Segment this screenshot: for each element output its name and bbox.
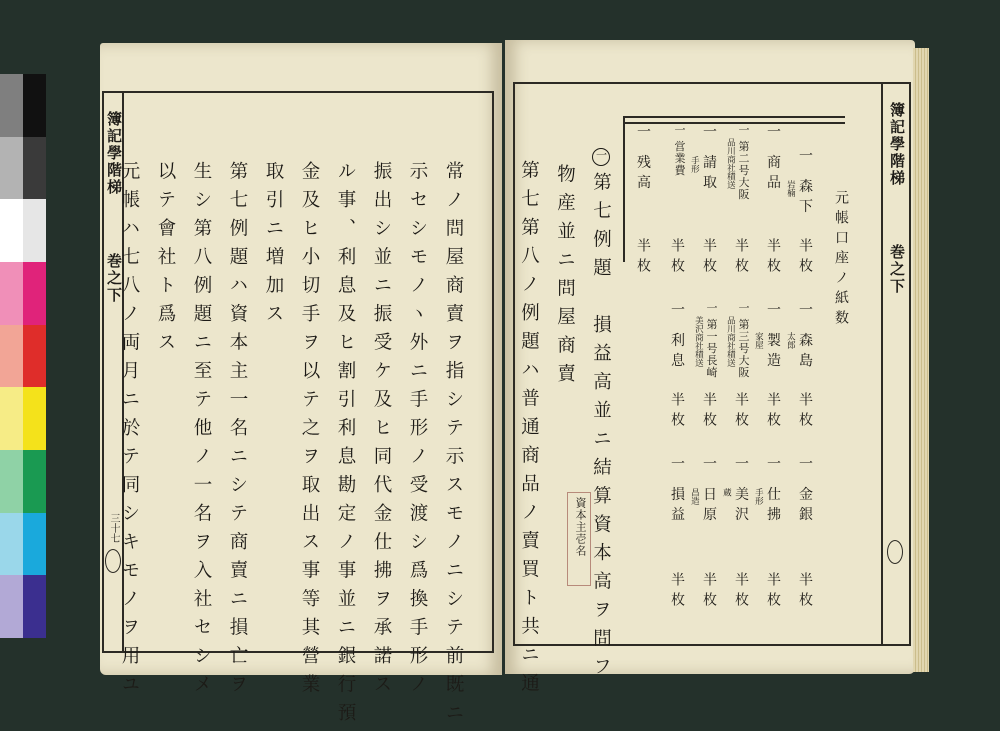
table-qty: 半枚 (797, 572, 813, 612)
table-cell: 一 損益 (669, 456, 685, 527)
text-column: 以テ會社ト爲ス (155, 161, 176, 361)
color-swatch-cell (0, 74, 23, 137)
text-column: 常ノ問屋商賣ヲ指シテ示スモノニシテ前既ニ (443, 161, 464, 731)
table-cell: 一 商品 (765, 124, 781, 195)
stamp-text: 資本主壱名 (574, 497, 587, 557)
table-cell-sub: 品川商社積送 (725, 316, 736, 367)
table-qty: 半枚 (765, 238, 781, 278)
table-cell-sub: 昌造 (689, 488, 700, 505)
table-qty: 半枚 (701, 572, 717, 612)
table-cell-sub: 岩楠 (785, 180, 796, 197)
table-qty: 半枚 (635, 238, 651, 278)
right-margin-strip (883, 82, 911, 646)
table-qty: 半枚 (701, 238, 717, 278)
color-swatch (0, 74, 46, 137)
table-qty: 半枚 (669, 392, 685, 432)
text-column: ル事、利息及ヒ割引利息勘定ノ事並ニ銀行預 (335, 161, 356, 731)
color-swatch (0, 513, 46, 576)
color-swatch (0, 137, 46, 200)
color-swatch (0, 199, 46, 262)
table-cell-sub: 手形 (753, 488, 764, 505)
table-qty: 半枚 (797, 238, 813, 278)
table-qty: 半枚 (733, 238, 749, 278)
table-rule (623, 116, 845, 118)
color-swatch-cell (23, 575, 46, 638)
color-swatch-cell (0, 575, 23, 638)
table-qty: 半枚 (669, 238, 685, 278)
color-swatch (0, 387, 46, 450)
stamp-annotation (567, 492, 591, 586)
table-cell: 一 製造 (765, 302, 781, 373)
table-rule (623, 122, 845, 124)
text-column: 元帳ハ七八ノ両月ニ於テ同シキモノヲ用ユ (119, 161, 140, 703)
table-cell: 一 利息 (669, 302, 685, 373)
table-cell: 一 残高 (635, 124, 651, 195)
table-cell: 一 営業費 (673, 124, 686, 177)
table-cell-sub: 太郎 (785, 332, 796, 349)
text-column: 示セシモノヽ外ニ手形ノ受渡シ爲換手形ノ (407, 161, 428, 703)
text-column: 振出シ並ニ振受ケ及ヒ同代金仕拂ヲ承諾ス (371, 161, 392, 703)
text-column: 第七第八ノ例題ハ普通商品ノ賣買ト共ニ通 (518, 160, 540, 702)
color-swatch-cell (23, 513, 46, 576)
color-swatch-cell (23, 74, 46, 137)
page-edges (913, 48, 929, 672)
table-cell-sub: 蔵 (721, 488, 732, 497)
text-column (591, 148, 610, 685)
color-swatch-cell (23, 387, 46, 450)
color-swatch-cell (0, 513, 23, 576)
table-qty: 半枚 (765, 392, 781, 432)
book-title: 簿記學階梯 (105, 111, 123, 196)
color-swatch (0, 575, 46, 638)
table-cell: 一 森島 (797, 302, 813, 373)
table-cell: 一 第三号大阪 (737, 302, 750, 379)
color-swatch (0, 325, 46, 388)
circle-mark: 一 (592, 148, 610, 166)
table-heading: 元帳口座ノ紙数 (833, 190, 849, 330)
table-cell-sub: 美沢商社積送 (693, 316, 704, 367)
table-qty: 半枚 (797, 392, 813, 432)
text-column: 生シ第八例題ニ至テ他ノ一名ヲ入社セシメ (191, 161, 212, 703)
color-swatch-cell (0, 387, 23, 450)
text-column-content: 第七例題 損益高並ニ結算資本高ヲ問フ (590, 172, 612, 685)
color-swatch-cell (23, 137, 46, 200)
volume-label: 巻之下 (888, 244, 906, 295)
table-cell: 一 美沢 (733, 456, 749, 527)
table-qty: 半枚 (733, 572, 749, 612)
color-swatch-cell (23, 325, 46, 388)
book-title: 簿記學階梯 (888, 102, 906, 187)
color-swatch-cell (0, 137, 23, 200)
table-cell: 一 仕拂 (765, 456, 781, 527)
fold-notch (887, 540, 903, 564)
page-number: 三十七 (108, 513, 119, 543)
color-swatch (0, 450, 46, 513)
volume-label: 巻之下 (105, 253, 123, 304)
right-page (505, 40, 915, 702)
color-swatch-cell (23, 450, 46, 513)
table-cell-sub: 品川商社積送 (725, 138, 736, 189)
color-swatch-cell (0, 325, 23, 388)
table-cell: 一 第一号長崎 (705, 302, 718, 379)
left-page (100, 43, 502, 731)
table-qty: 半枚 (765, 572, 781, 612)
color-swatch-cell (23, 199, 46, 262)
color-swatch-cell (0, 262, 23, 325)
table-cell: 一 第二号大阪 (737, 124, 750, 201)
table-cell: 一 請取 (701, 124, 717, 195)
text-column: 第七例題ハ資本主一名ニシテ商賣ニ損亡ヲ (227, 161, 248, 703)
table-qty: 半枚 (669, 572, 685, 612)
text-column: 取引ニ増加ス (263, 161, 284, 332)
color-swatch-cell (0, 199, 23, 262)
table-cell-sub: 手形 (689, 156, 700, 173)
table-cell: 一 金銀 (797, 456, 813, 527)
table-cell: 一 森下 (797, 148, 813, 219)
text-column: 物産並ニ問屋商賣 (554, 164, 576, 392)
table-cell-sub: 家屋 (753, 332, 764, 349)
color-calibration-bar (0, 74, 46, 638)
color-swatch-cell (23, 262, 46, 325)
text-column: 金及ヒ小切手ヲ以テ之ヲ取出ス事等其營業 (299, 161, 320, 703)
table-rule (623, 116, 625, 262)
table-cell: 一 日原 (701, 456, 717, 527)
table-qty: 半枚 (701, 392, 717, 432)
color-swatch-cell (0, 450, 23, 513)
table-qty: 半枚 (733, 392, 749, 432)
color-swatch (0, 262, 46, 325)
